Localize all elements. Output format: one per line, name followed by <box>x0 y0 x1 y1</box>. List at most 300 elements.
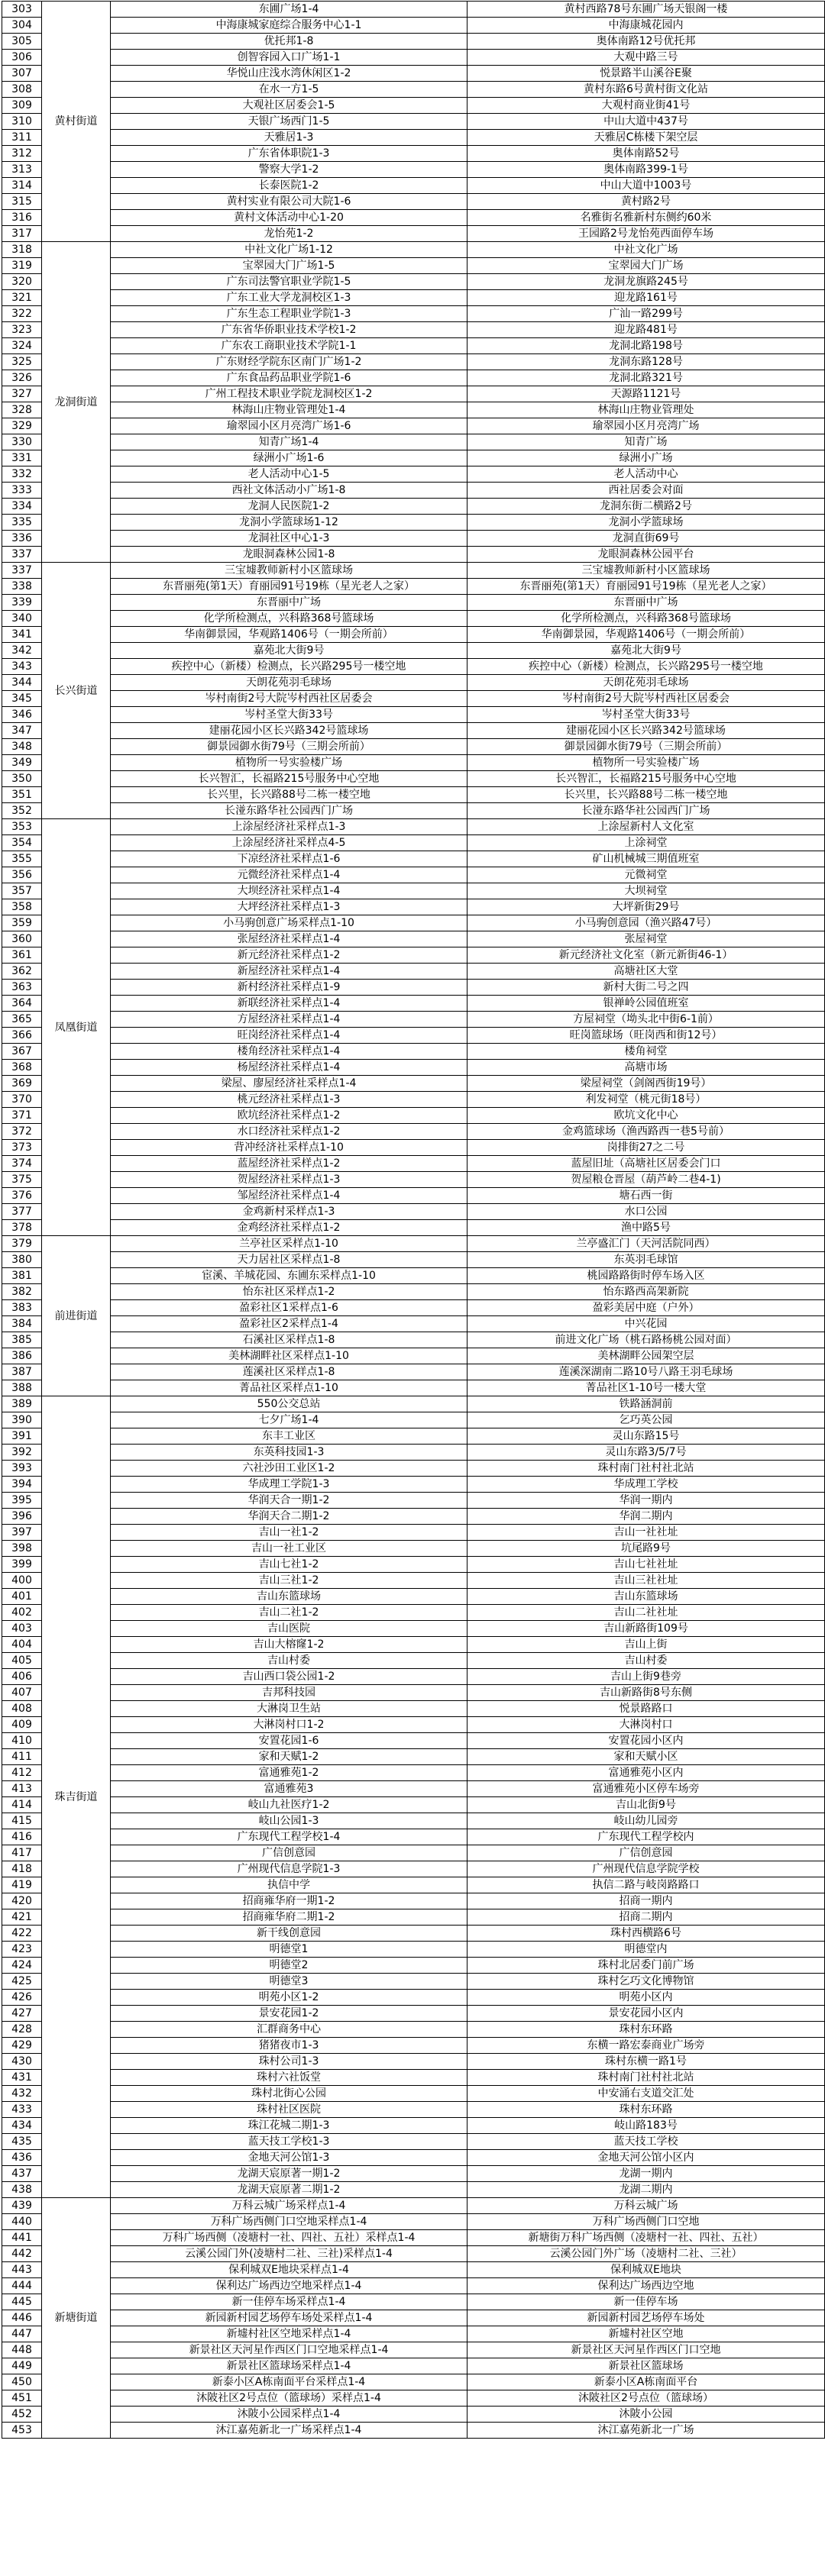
row-number-cell: 320 <box>2 274 42 290</box>
site-address-cell: 盈彩美居中庭（户外） <box>467 1300 825 1316</box>
site-name-cell: 在水一方1-5 <box>111 82 467 98</box>
site-name-cell: 老人活动中心1-5 <box>111 466 467 483</box>
site-address-cell: 蓝屋旧址（高塘社区居委会门口 <box>467 1156 825 1172</box>
row-number-cell: 309 <box>2 98 42 114</box>
site-address-cell: 上涂祠堂 <box>467 835 825 851</box>
site-address-cell: 万科云城广场 <box>467 2198 825 2214</box>
site-address-cell: 奥体南路52号 <box>467 146 825 162</box>
site-name-cell: 龙洞人民医院1-2 <box>111 499 467 515</box>
site-name-cell: 550公交总站 <box>111 1396 467 1412</box>
site-name-cell: 建丽花园小区长兴路342号篮球场 <box>111 723 467 739</box>
site-address-cell: 龙洞东街二横路2号 <box>467 499 825 515</box>
site-name-cell: 富通雅苑3 <box>111 1781 467 1797</box>
site-address-cell: 梁屋祠堂（剑阁西街19号） <box>467 1076 825 1092</box>
site-name-cell: 背冲经济社采样点1-10 <box>111 1140 467 1156</box>
table-row <box>2 2134 825 2150</box>
table-row <box>2 162 825 178</box>
site-name-cell: 欧坑经济社采样点1-2 <box>111 1108 467 1124</box>
row-number-cell: 402 <box>2 1605 42 1621</box>
site-address-cell: 上涂屋新村人文化室 <box>467 819 825 835</box>
site-address-cell: 吉山一社社址 <box>467 1525 825 1541</box>
table-row <box>2 34 825 50</box>
site-address-cell: 广东现代工程学校内 <box>467 1829 825 1845</box>
site-address-cell: 大观中路三号 <box>467 50 825 66</box>
site-name-cell: 宝翠园大门广场1-5 <box>111 258 467 274</box>
table-row <box>2 707 825 723</box>
table-row <box>2 1493 825 1509</box>
site-name-cell: 大淋岗卫生站 <box>111 1701 467 1717</box>
row-number-cell: 391 <box>2 1428 42 1445</box>
row-number-cell: 347 <box>2 723 42 739</box>
site-address-cell: 迎龙路161号 <box>467 290 825 306</box>
site-name-cell: 宦溪、羊城花园、东圃东采样点1-10 <box>111 1268 467 1284</box>
site-name-cell: 西社文体活动小广场1-8 <box>111 483 467 499</box>
site-name-cell: 创智容园入口广场1-1 <box>111 50 467 66</box>
row-number-cell: 443 <box>2 2262 42 2278</box>
row-number-cell: 390 <box>2 1412 42 1428</box>
table-row <box>2 1557 825 1573</box>
row-number-cell: 387 <box>2 1364 42 1380</box>
site-address-cell: 中山大道中1003号 <box>467 178 825 194</box>
site-name-cell: 新干线创意园 <box>111 1926 467 1942</box>
site-address-cell: 老人活动中心 <box>467 466 825 483</box>
site-address-cell: 富通雅苑小区停车场旁 <box>467 1781 825 1797</box>
row-number-cell: 325 <box>2 354 42 370</box>
site-address-cell: 张屋祠堂 <box>467 931 825 947</box>
site-address-cell: 林海山庄物业管理处 <box>467 402 825 418</box>
site-address-cell: 元微祠堂 <box>467 867 825 883</box>
table-row <box>2 964 825 980</box>
table-row <box>2 1573 825 1589</box>
table-row <box>2 66 825 82</box>
street-name-cell: 珠吉街道 <box>42 1396 111 2198</box>
row-number-cell: 407 <box>2 1685 42 1701</box>
table-row <box>2 595 825 611</box>
row-number-cell: 399 <box>2 1557 42 1573</box>
table-row <box>2 1092 825 1108</box>
site-address-cell: 岐山幼儿园旁 <box>467 1813 825 1829</box>
site-address-cell: 新泰小区A栋南面平台 <box>467 2374 825 2390</box>
table-row <box>2 723 825 739</box>
site-name-cell: 大坪经济社采样点1-3 <box>111 899 467 915</box>
table-row <box>2 338 825 354</box>
site-address-cell: 东英羽毛球馆 <box>467 1252 825 1268</box>
site-address-cell: 怡东路西高架新院 <box>467 1284 825 1300</box>
site-address-cell: 广信创意园 <box>467 1845 825 1861</box>
row-number-cell: 414 <box>2 1797 42 1813</box>
row-number-cell: 452 <box>2 2407 42 2423</box>
site-name-cell: 明苑小区1-2 <box>111 1990 467 2006</box>
site-name-cell: 化学所检测点，兴科路368号篮球场 <box>111 611 467 627</box>
table-row <box>2 996 825 1012</box>
site-address-cell: 菁品社区1-10号一楼大堂 <box>467 1380 825 1396</box>
row-number-cell: 349 <box>2 755 42 771</box>
table-row <box>2 1268 825 1284</box>
site-address-cell: 新景社区天河星作西区门口空地 <box>467 2342 825 2358</box>
site-name-cell: 广州现代信息学院1-3 <box>111 1861 467 1877</box>
row-number-cell: 441 <box>2 2230 42 2246</box>
site-name-cell: 邹屋经济社采样点1-4 <box>111 1188 467 1204</box>
row-number-cell: 380 <box>2 1252 42 1268</box>
site-name-cell: 三宝墟教师新村小区篮球场 <box>111 563 467 579</box>
site-name-cell: 广东现代工程学校1-4 <box>111 1829 467 1845</box>
site-address-cell: 小马驹创意园（渔兴路47号） <box>467 915 825 931</box>
row-number-cell: 389 <box>2 1396 42 1412</box>
site-name-cell: 吉山东篮球场 <box>111 1589 467 1605</box>
site-name-cell: 岑村南街2号大院岑村西社区居委会 <box>111 691 467 707</box>
site-address-cell: 大坝祠堂 <box>467 883 825 899</box>
site-address-cell: 珠村北居委门前广场 <box>467 1958 825 1974</box>
site-name-cell: 莲溪社区采样点1-8 <box>111 1364 467 1380</box>
site-address-cell: 云溪公园门外广场（凌塘村二社、三社） <box>467 2246 825 2262</box>
table-row <box>2 515 825 531</box>
site-address-cell: 疾控中心（新楼）检测点，长兴路295号一楼空地 <box>467 659 825 675</box>
site-address-cell: 吉山北街9号 <box>467 1797 825 1813</box>
row-number-cell: 363 <box>2 980 42 996</box>
table-row <box>2 1653 825 1669</box>
table-row <box>2 2310 825 2326</box>
table-row <box>2 2294 825 2310</box>
row-number-cell: 409 <box>2 1717 42 1733</box>
site-name-cell: 新村经济社采样点1-9 <box>111 980 467 996</box>
table-row <box>2 1829 825 1845</box>
site-address-cell: 奥体南路399-1号 <box>467 162 825 178</box>
site-address-cell: 龙眼洞森林公园平台 <box>467 547 825 563</box>
table-row <box>2 2326 825 2342</box>
street-name-cell: 长兴街道 <box>42 563 111 819</box>
site-name-cell: 天银广场西门1-5 <box>111 114 467 130</box>
site-name-cell: 广东司法警官职业学院1-5 <box>111 274 467 290</box>
site-address-cell: 明苑小区内 <box>467 1990 825 2006</box>
table-row <box>2 1140 825 1156</box>
row-number-cell: 315 <box>2 194 42 210</box>
site-address-cell: 大坪新街29号 <box>467 899 825 915</box>
site-name-cell: 吉山大榕窿1-2 <box>111 1637 467 1653</box>
site-name-cell: 大坝经济社采样点1-4 <box>111 883 467 899</box>
row-number-cell: 344 <box>2 675 42 691</box>
site-address-cell: 安置花园小区内 <box>467 1733 825 1749</box>
site-name-cell: 猪猪夜市1-3 <box>111 2038 467 2054</box>
site-address-cell: 吉山新路街8号东侧 <box>467 1685 825 1701</box>
site-name-cell: 吉山医院 <box>111 1621 467 1637</box>
table-row <box>2 851 825 867</box>
site-name-cell: 广东工业大学龙洞校区1-3 <box>111 290 467 306</box>
row-number-cell: 388 <box>2 1380 42 1396</box>
site-address-cell: 龙湖一期内 <box>467 2166 825 2182</box>
table-row <box>2 499 825 515</box>
row-number-cell: 361 <box>2 947 42 964</box>
site-name-cell: 六社沙田工业区1-2 <box>111 1461 467 1477</box>
table-row <box>2 643 825 659</box>
row-number-cell: 444 <box>2 2278 42 2294</box>
site-name-cell: 万科广场西侧门口空地采样点1-4 <box>111 2214 467 2230</box>
site-address-cell: 贺屋粮仓晋屋（葫芦岭二巷4-1) <box>467 1172 825 1188</box>
row-number-cell: 331 <box>2 450 42 466</box>
site-name-cell: 广东生态工程职业学院1-3 <box>111 306 467 322</box>
table-row <box>2 1958 825 1974</box>
site-name-cell: 新一佳停车场采样点1-4 <box>111 2294 467 2310</box>
table-row <box>2 1669 825 1685</box>
site-name-cell: 大观社区居委会1-5 <box>111 98 467 114</box>
table-row <box>2 2278 825 2294</box>
table-row <box>2 370 825 386</box>
row-number-cell: 408 <box>2 1701 42 1717</box>
site-name-cell: 盈彩社区2采样点1-4 <box>111 1316 467 1332</box>
site-address-cell: 高塘市场 <box>467 1060 825 1076</box>
site-address-cell: 利发祠堂（桃元街18号） <box>467 1092 825 1108</box>
site-address-cell: 新墟村社区空地 <box>467 2326 825 2342</box>
table-row <box>2 947 825 964</box>
table-row <box>2 980 825 996</box>
row-number-cell: 366 <box>2 1028 42 1044</box>
row-number-cell: 395 <box>2 1493 42 1509</box>
site-address-cell: 家和天赋小区 <box>467 1749 825 1765</box>
site-name-cell: 绿洲小广场1-6 <box>111 450 467 466</box>
table-row <box>2 2102 825 2118</box>
table-row <box>2 1412 825 1428</box>
site-address-cell: 前进文化广场（桃石路杨桃公园对面） <box>467 1332 825 1348</box>
table-row <box>2 1044 825 1060</box>
table-row <box>2 1717 825 1733</box>
site-address-cell: 黄村东路6号黄村街文化站 <box>467 82 825 98</box>
table-row <box>2 675 825 691</box>
table-row <box>2 1300 825 1316</box>
table-row <box>2 2038 825 2054</box>
row-number-cell: 305 <box>2 34 42 50</box>
site-address-cell: 岑村圣堂大街33号 <box>467 707 825 723</box>
table-row <box>2 1188 825 1204</box>
site-address-cell: 东横一路宏泰商业广场旁 <box>467 2038 825 2054</box>
row-number-cell: 358 <box>2 899 42 915</box>
site-name-cell: 吉山村委 <box>111 1653 467 1669</box>
table-row <box>2 1861 825 1877</box>
row-number-cell: 417 <box>2 1845 42 1861</box>
site-address-cell: 黄村路2号 <box>467 194 825 210</box>
table-row <box>2 1685 825 1701</box>
row-number-cell: 342 <box>2 643 42 659</box>
site-name-cell: 珠村六社饭堂 <box>111 2070 467 2086</box>
table-row <box>2 2182 825 2198</box>
site-name-cell: 御景园御水街79号（三期会所前） <box>111 739 467 755</box>
site-address-cell: 华成理工学校 <box>467 1477 825 1493</box>
row-number-cell: 346 <box>2 707 42 723</box>
table-row <box>2 1108 825 1124</box>
row-number-cell: 368 <box>2 1060 42 1076</box>
table-row <box>2 2086 825 2102</box>
site-address-cell: 新元经济社文化室（新元新街46-1） <box>467 947 825 964</box>
row-number-cell: 348 <box>2 739 42 755</box>
row-number-cell: 451 <box>2 2390 42 2407</box>
site-name-cell: 招商雍华府二期1-2 <box>111 1909 467 1926</box>
row-number-cell: 449 <box>2 2358 42 2374</box>
site-name-cell: 华成理工学院1-3 <box>111 1477 467 1493</box>
row-number-cell: 303 <box>2 2 42 18</box>
street-name-cell: 龙洞街道 <box>42 242 111 563</box>
table-row <box>2 771 825 787</box>
site-name-cell: 菁品社区采样点1-10 <box>111 1380 467 1396</box>
row-number-cell: 382 <box>2 1284 42 1300</box>
row-number-cell: 326 <box>2 370 42 386</box>
site-name-cell: 中海康城家庭综合服务中心1-1 <box>111 18 467 34</box>
row-number-cell: 435 <box>2 2134 42 2150</box>
site-address-cell: 长湴东路华社公园西门广场 <box>467 803 825 819</box>
row-number-cell: 322 <box>2 306 42 322</box>
row-number-cell: 446 <box>2 2310 42 2326</box>
row-number-cell: 400 <box>2 1573 42 1589</box>
site-name-cell: 东晋丽中广场 <box>111 595 467 611</box>
table-row <box>2 2246 825 2262</box>
table-row <box>2 627 825 643</box>
site-address-cell: 招商二期内 <box>467 1909 825 1926</box>
site-name-cell: 保利达广场西边空地采样点1-4 <box>111 2278 467 2294</box>
site-name-cell: 岐山九社医疗1-2 <box>111 1797 467 1813</box>
site-name-cell: 华润天合一期1-2 <box>111 1493 467 1509</box>
table-row <box>2 82 825 98</box>
table-row <box>2 258 825 274</box>
row-number-cell: 430 <box>2 2054 42 2070</box>
table-row <box>2 354 825 370</box>
site-name-cell: 岑村圣堂大街33号 <box>111 707 467 723</box>
site-address-cell: 龙洞直街69号 <box>467 531 825 547</box>
table-row <box>2 194 825 210</box>
row-number-cell: 372 <box>2 1124 42 1140</box>
site-address-cell: 新景社区篮球场 <box>467 2358 825 2374</box>
table-row <box>2 2358 825 2374</box>
site-address-cell: 保利达广场西边空地 <box>467 2278 825 2294</box>
row-number-cell: 312 <box>2 146 42 162</box>
row-number-cell: 313 <box>2 162 42 178</box>
site-name-cell: 珠江花城二期1-3 <box>111 2118 467 2134</box>
site-name-cell: 新屋经济社采样点1-4 <box>111 964 467 980</box>
row-number-cell: 406 <box>2 1669 42 1685</box>
row-number-cell: 423 <box>2 1942 42 1958</box>
site-address-cell: 吉山新路街109号 <box>467 1621 825 1637</box>
row-number-cell: 396 <box>2 1509 42 1525</box>
site-name-cell: 龙湖天宸原著二期1-2 <box>111 2182 467 2198</box>
site-address-cell: 大淋岗村口 <box>467 1717 825 1733</box>
row-number-cell: 453 <box>2 2423 42 2439</box>
site-address-cell: 高塘社区大堂 <box>467 964 825 980</box>
table-row <box>2 1348 825 1364</box>
site-name-cell: 黄村文体活动中心1-20 <box>111 210 467 226</box>
row-number-cell: 419 <box>2 1877 42 1893</box>
site-address-cell: 天朗花苑羽毛球场 <box>467 675 825 691</box>
table-row <box>2 146 825 162</box>
table-row <box>2 2022 825 2038</box>
site-address-cell: 天源路1121号 <box>467 386 825 402</box>
row-number-cell: 321 <box>2 290 42 306</box>
site-address-cell: 中社文化广场 <box>467 242 825 258</box>
table-row <box>2 226 825 242</box>
site-name-cell: 小马驹创意广场采样点1-10 <box>111 915 467 931</box>
row-number-cell: 367 <box>2 1044 42 1060</box>
row-number-cell: 442 <box>2 2246 42 2262</box>
table-row <box>2 322 825 338</box>
site-address-cell: 中兴花园 <box>467 1316 825 1332</box>
table-row <box>2 1428 825 1445</box>
table-row <box>2 1012 825 1028</box>
site-address-cell: 水口公园 <box>467 1204 825 1220</box>
site-name-cell: 蓝天技工学校1-3 <box>111 2134 467 2150</box>
row-number-cell: 304 <box>2 18 42 34</box>
row-number-cell: 439 <box>2 2198 42 2214</box>
table-row <box>2 883 825 899</box>
table-row <box>2 1220 825 1236</box>
row-number-cell: 413 <box>2 1781 42 1797</box>
site-name-cell: 植物所一号实验楼广场 <box>111 755 467 771</box>
site-address-cell: 矿山机械城三期值班室 <box>467 851 825 867</box>
site-address-cell: 招商一期内 <box>467 1893 825 1909</box>
site-name-cell: 招商雍华府一期1-2 <box>111 1893 467 1909</box>
site-name-cell: 龙怡苑1-2 <box>111 226 467 242</box>
table-row <box>2 1525 825 1541</box>
site-name-cell: 杨屋经济社采样点1-4 <box>111 1060 467 1076</box>
table-row <box>2 1605 825 1621</box>
row-number-cell: 385 <box>2 1332 42 1348</box>
site-address-cell: 龙湖二期内 <box>467 2182 825 2198</box>
site-address-cell: 吉山东篮球场 <box>467 1589 825 1605</box>
site-address-cell: 灵山东路15号 <box>467 1428 825 1445</box>
table-body <box>2 2 825 2439</box>
site-address-cell: 珠村南门社村社北站 <box>467 1461 825 1477</box>
table-row <box>2 466 825 483</box>
site-address-cell: 黄村西路78号东圃广场天银阁一楼 <box>467 2 825 18</box>
table-row <box>2 1252 825 1268</box>
site-name-cell: 吉山西口袋公园1-2 <box>111 1669 467 1685</box>
row-number-cell: 432 <box>2 2086 42 2102</box>
table-row <box>2 1204 825 1220</box>
site-name-cell: 安置花园1-6 <box>111 1733 467 1749</box>
site-name-cell: 东圃广场1-4 <box>111 2 467 18</box>
site-name-cell: 贺屋经济社采样点1-3 <box>111 1172 467 1188</box>
row-number-cell: 334 <box>2 499 42 515</box>
site-name-cell: 水口经济社采样点1-2 <box>111 1124 467 1140</box>
site-name-cell: 富通雅苑1-2 <box>111 1765 467 1781</box>
table-row <box>2 2262 825 2278</box>
table-row <box>2 2230 825 2246</box>
site-address-cell: 中山大道中437号 <box>467 114 825 130</box>
row-number-cell: 318 <box>2 242 42 258</box>
site-address-cell: 岗排街27之二号 <box>467 1140 825 1156</box>
site-address-cell: 吉山上街9巷旁 <box>467 1669 825 1685</box>
site-address-cell: 金鸡篮球场（渔西路西一巷5号前） <box>467 1124 825 1140</box>
site-name-cell: 吉山七社1-2 <box>111 1557 467 1573</box>
site-name-cell: 嘉苑北大街9号 <box>111 643 467 659</box>
table-row <box>2 1461 825 1477</box>
row-number-cell: 332 <box>2 466 42 483</box>
table-row <box>2 1813 825 1829</box>
row-number-cell: 404 <box>2 1637 42 1653</box>
row-number-cell: 383 <box>2 1300 42 1316</box>
table-row <box>2 1364 825 1380</box>
site-name-cell: 吉山一社1-2 <box>111 1525 467 1541</box>
site-address-cell: 渔中路5号 <box>467 1220 825 1236</box>
site-name-cell: 大淋岗村口1-2 <box>111 1717 467 1733</box>
table-row <box>2 434 825 450</box>
row-number-cell: 310 <box>2 114 42 130</box>
table-row <box>2 1990 825 2006</box>
row-number-cell: 319 <box>2 258 42 274</box>
table-row <box>2 915 825 931</box>
row-number-cell: 392 <box>2 1445 42 1461</box>
street-name-cell: 新塘街道 <box>42 2198 111 2439</box>
table-row <box>2 1926 825 1942</box>
table-row <box>2 1028 825 1044</box>
site-name-cell: 万科广场西侧（凌塘村一社、四社、五社）采样点1-4 <box>111 2230 467 2246</box>
row-number-cell: 377 <box>2 1204 42 1220</box>
site-address-cell: 迎龙路481号 <box>467 322 825 338</box>
row-number-cell: 341 <box>2 627 42 643</box>
